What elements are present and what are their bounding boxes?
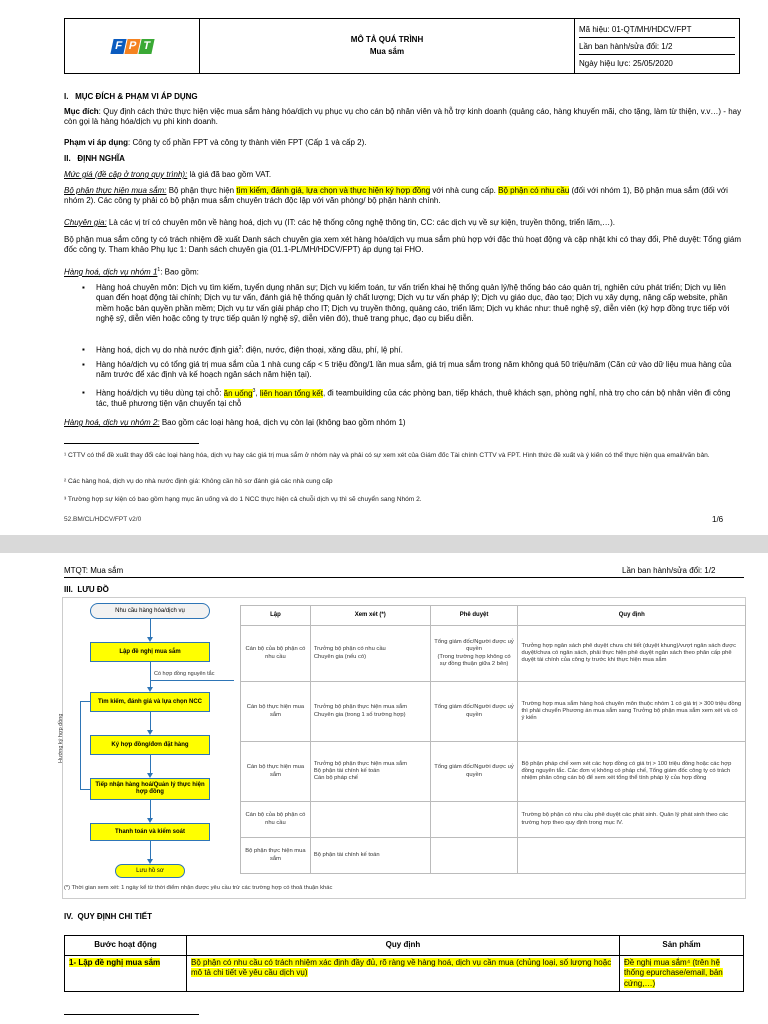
fpt-logo [65, 19, 200, 74]
detail-product: Đề nghị mua sắm⁴ (trên hệ thống epurchase/email, bản cứng,…) [624, 958, 723, 988]
definition-unit-text-b: với nhà cung cấp. [430, 186, 499, 195]
purpose-text: : Quy định cách thức thực hiện việc mua sắm hàng hóa/dịch vụ phục vụ cho cán bộ nhân viên và hỗ trợ kinh doanh (quảng cáo, hàng khuyến mãi, cho tặng, làm từ thiện, v.v…) - hay còn gọi là hàng hóa/dịch vụ phi kinh doanh. [64, 107, 742, 127]
grid-cell: Bộ phận pháp chế xem xét các hợp đồng có giá trị > 100 triệu đồng hoặc các hợp đồng nguyên tắc. Các đơn vị không có pháp chế, Tổng giám đốc công ty có trách nhiệm phân công cán bộ để xem xét tổng thể tính pháp lý của hợp đồng [518, 742, 746, 802]
running-header-left: MTQT: Mua sắm [64, 566, 124, 575]
grid-row [241, 682, 746, 742]
detail-product-cell [620, 956, 744, 992]
flow-connector [150, 712, 151, 732]
bullet-consumption-b: , [255, 388, 260, 398]
bullet-state-priced-b: : điện, nước, điện thoại, xăng dầu, phí, lệ phí. [241, 345, 403, 355]
group-2-text: Bao gồm các loại hàng hoá, dịch vụ còn lại (không bao gồm nhóm 1) [159, 418, 406, 427]
footnote-2: ² Các hàng hoá, dịch vụ do nhà nước định giá: Không cần hồ sơ đánh giá các nhà cung cấp [64, 478, 333, 485]
definition-price-label: Mức giá (đề cập ở trong quy trình): [64, 170, 188, 179]
section-1-heading: I. MỤC ĐÍCH & PHẠM VI ÁP DỤNG [64, 92, 198, 101]
bullet-professional-goods: ▪ Hàng hoá chuyên môn: Dịch vụ tìm kiếm, tuyển dụng nhân sự; Dịch vụ kiểm toán, tư vấn triển khai hệ thống quản lý/hệ thống báo cáo quản trị, nghiên cứu phát triển; Dịch vụ liên quan đến hoạt động tài chính; Dịch vụ tư vấn, đánh giá hệ thống quản lý chất lượng; Dịch vụ tư vấn pháp lý; Dịch vụ giáo dục, đào tạo; Dịch vụ xây dựng, nâng cấp website, phần mềm hoặc bản quyền phần mềm; Dịch vụ tư vấn giải pháp cho IT; Dịch vụ truyền thông, quảng cáo, triển lãm; Dịch vụ khác như: thuê nghệ sỹ, diễn viên (ký hợp đồng trực tiếp với nghệ sỹ, diễn viên hoặc công ty trực tiếp quản lý nghệ sỹ, diễn viên đó), thuê trang phục, đạo cụ biểu diễn. [96, 283, 744, 325]
scope-paragraph [64, 138, 744, 148]
grid-header-prepare: Lập [241, 606, 311, 626]
doc-code: Mã hiệu: 01-QT/MH/HDCV/FPT [579, 21, 735, 38]
grid-row [241, 838, 746, 874]
group-2-label: Hàng hoá, dịch vụ nhóm 2: [64, 418, 160, 427]
section-3-heading: III. LƯU ĐỒ [64, 585, 109, 594]
flow-step-select-label: Tìm kiếm, đánh giá và lựa chọn NCC [97, 698, 203, 705]
highlight-year-end-party: liên hoan tổng kết [259, 388, 323, 398]
grid-header-approve: Phê duyệt [430, 606, 518, 626]
grid-cell [430, 802, 518, 838]
grid-cell: Cán bộ thực hiện mua sắm [241, 742, 311, 802]
footnote-separator-2 [64, 1014, 199, 1015]
grid-cell: Bộ phận thực hiện mua sắm [241, 838, 311, 874]
flow-connector [80, 789, 90, 790]
running-header-rule [64, 577, 744, 578]
grid-cell: Trưởng bộ phận có nhu cầu Chuyên gia (nếu có) [310, 626, 430, 682]
grid-cell: Cán bộ thực hiện mua sắm [241, 682, 311, 742]
bullet-state-priced-a: Hàng hoá, dịch vụ do nhà nước định giá [96, 345, 239, 355]
definition-unit-text-a: Bộ phận thực hiện [166, 186, 237, 195]
group-1-label: Hàng hoá, dịch vụ nhóm 1 [64, 267, 158, 277]
group-1-footnote-ref: 1 [157, 267, 161, 273]
highlight-dining: ăn uống [223, 388, 253, 398]
table-row [65, 956, 744, 992]
detail-rule-cell [187, 956, 620, 992]
bullet-state-priced [96, 345, 744, 356]
title-line-1: MÔ TẢ QUÁ TRÌNH [350, 35, 424, 44]
definition-purchasing-unit [64, 186, 744, 207]
bullet-consumption-a: Hàng hoá/dịch vụ tiêu dùng tại chỗ: [96, 388, 224, 398]
highlight-supplier-tasks: tìm kiếm, đánh giá, lựa chọn và thực hiện ký hợp đồng [236, 186, 431, 195]
definition-group-2 [64, 418, 744, 428]
flow-side-label: Hướng ký hợp đồng [58, 713, 64, 763]
doc-effective-date: Ngày hiệu lực: 25/05/2020 [579, 58, 673, 68]
grid-cell: Tổng giám đốc/Người được uỷ quyền [430, 682, 518, 742]
grid-cell: Trường hợp mua sắm hàng hoá chuyên môn thuộc nhóm 1 có giá trị > 300 triệu đồng thì phải chuyển Phương án mua sắm sang Trưởng bộ phận mua sắm xem xét và có ý kiến [518, 682, 746, 742]
grid-cell: Tổng giám đốc/Người được uỷ quyền [430, 742, 518, 802]
flow-loop-line [80, 701, 81, 789]
section-4-heading: IV. QUY ĐỊNH CHI TIẾT [64, 912, 153, 921]
scope-label: Phạm vi áp dụng [64, 138, 129, 147]
logo-letter-t: T [138, 39, 154, 54]
grid-row [241, 626, 746, 682]
flow-connector [150, 680, 234, 681]
running-header-right: Lần ban hành/sửa đổi: 1/2 [622, 566, 716, 575]
page-gap [0, 535, 768, 553]
grid-row [241, 802, 746, 838]
flow-step-request-label: Lập đề nghị mua sắm [119, 648, 181, 655]
doc-edition: Lần ban hành/sửa đổi: 1/2 [579, 38, 735, 55]
logo-letter-f: F [110, 39, 126, 54]
detail-header-rule: Quy định [187, 936, 620, 956]
definition-group-1 [64, 267, 744, 278]
grid-header-review: Xem xét (*) [310, 606, 430, 626]
grid-cell [310, 802, 430, 838]
bullet-low-value: ▪ Hàng hóa/dịch vụ có tổng giá trị mua sắm của 1 nhà cung cấp < 5 triệu đồng/1 lần mua sắm, giá trị mua sắm trong năm không quá 50 triệu/năm (Căn cứ vào dữ liệu mua hàng của năm trước để xác định và kế hoạch ngân sách năm hiện tại). [96, 360, 744, 381]
grid-cell: Cán bộ của bộ phận có nhu cầu [241, 626, 311, 682]
flow-step-contract-label: Ký hợp đồng/đơn đặt hàng [111, 741, 189, 748]
detail-header-product: Sản phẩm [620, 936, 744, 956]
purpose-label: Mục đích [64, 107, 99, 116]
scope-text: : Công ty cổ phần FPT và công ty thành viên FPT (Cấp 1 và cấp 2). [128, 138, 367, 147]
detail-table [64, 935, 744, 992]
flow-connector [150, 800, 151, 820]
definition-price [64, 170, 744, 180]
flow-step-request [90, 642, 210, 662]
expert-list-paragraph: Bộ phận mua sắm công ty có trách nhiệm đề xuất Danh sách chuyên gia xem xét hàng hóa/dịch vụ mua sắm phù hợp với đặc thù hoạt động và cập nhật khi có thay đổi, Phê duyệt: Tổng giám đốc công ty. Tham khảo Phụ lục 1: Danh sách chuyên gia (01.1-PL/MH/HDCV/FPT) áp dụng tại FHO. [64, 235, 741, 255]
flow-step-payment [90, 823, 210, 841]
grid-cell: Trưởng hợp ngân sách phê duyệt chưa chi tiết (duyệt khung)/vượt ngân sách được duyệt/chưa có ngân sách, phải thực hiện phê duyệt ngân sách theo phân cấp phê duyệt tài chính của công ty trước khi thực hiện mua sắm [518, 626, 746, 682]
definition-expert [64, 218, 744, 228]
flow-step-payment-label: Thanh toán và kiểm soát [114, 828, 186, 835]
flow-end [115, 864, 185, 878]
flow-start [90, 603, 210, 619]
flow-start-label: Nhu cầu hàng hóa/dịch vụ [115, 607, 185, 614]
definition-expert-text: Là các vị trí có chuyên môn về hàng hoá, dịch vụ (IT: các hệ thống công nghệ thông tin, CC: các dịch vụ về sự kiện, truyền thông, triển lãm,…). [106, 218, 615, 227]
purpose-paragraph [64, 107, 744, 128]
logo-letter-p: P [124, 39, 140, 54]
group-1-text: : Bao gồm: [160, 267, 199, 277]
grid-cell: Cán bộ của bộ phận có nhu cầu [241, 802, 311, 838]
grid-header-rule: Quy định [518, 606, 746, 626]
detail-step-cell [65, 956, 187, 992]
grid-cell: Tổng giám đốc/Người được uỷ quyền (Trong trường hợp không có sự đồng thuận giữa 2 bên) [430, 626, 518, 682]
document-title [200, 19, 575, 74]
responsibility-grid [240, 605, 746, 874]
document-header-table [64, 18, 740, 74]
footnote-1: ¹ CTTV có thể đề xuất thay đổi các loại hàng hóa, dịch vụ hay các giá trị mua sắm ở nhóm này và phải có sự xem xét của Giám đốc Tài chính CTTV và FPT. Hình thức đề xuất và ý kiến có thể thực hiện qua email/văn bản. [64, 452, 710, 459]
footnote-separator [64, 443, 199, 444]
page-number: 1/6 [712, 515, 724, 524]
flow-note: (*) Thời gian xem xét: 1 ngày kể từ thời điểm nhận được yêu cầu trừ các trường hợp có thoả thuận khác [64, 885, 333, 891]
definition-expert-label: Chuyên gia: [64, 218, 107, 227]
section-2-heading: II. ĐỊNH NGHĨA [64, 154, 125, 163]
flow-connector [150, 755, 151, 775]
bullet-consumption-c: , đi teambuilding của các phòng ban, tiếp khách, thuê khách sạn, phòng nghỉ, nhà trọ cho cán bộ nhân viên đi công tác, thuê phương tiện vận chuyển tại chỗ [96, 388, 731, 409]
footnote-ref-2: 2 [238, 345, 242, 351]
footnote-ref-3: 3 [252, 388, 256, 394]
flow-branch-label: Có hợp đồng nguyên tắc [154, 671, 215, 677]
document-meta [575, 19, 740, 74]
grid-cell: Trường bộ phận có nhu cầu phê duyệt các phát sinh. Quản lý phát sinh theo các trường hợp theo quy định trong mục IV. [518, 802, 746, 838]
flow-connector [150, 619, 151, 639]
flow-connector [80, 701, 90, 702]
detail-step: 1- Lập đề nghị mua sắm [69, 958, 161, 967]
grid-cell [430, 838, 518, 874]
definition-price-text: là giá đã bao gồm VAT. [187, 170, 272, 179]
flow-step-receive [90, 778, 210, 800]
definition-unit-text-c: (đối với nhóm 1), Bộ phận mua sắm (đối với nhóm 2). Các công ty phải có bộ phận mua sắm chuyên trách độc lập với văn phòng/ bộ phận hành chính. [64, 186, 728, 206]
flow-step-receive-label: Tiếp nhận hàng hoá/Quản lý thực hiện hợp đồng [95, 782, 205, 795]
detail-rule: Bộ phận có nhu cầu có trách nhiệm xác định đầy đủ, rõ ràng về hàng hoá, dịch vụ cần mua (chủng loại, số lượng hoặc mô tả chi tiết về yêu cầu dịch vụ) [191, 958, 612, 978]
flow-step-contract [90, 735, 210, 755]
detail-header-step: Bước hoạt động [65, 936, 187, 956]
definition-unit-label: Bộ phận thực hiện mua sắm: [64, 186, 167, 195]
grid-row [241, 742, 746, 802]
title-line-2: Mua sắm [369, 47, 405, 56]
flow-step-select-supplier [90, 692, 210, 712]
grid-cell: Bộ phận tài chính kế toán [310, 838, 430, 874]
grid-cell: Trưởng bộ phận thực hiện mua sắm Chuyên gia (trong 1 số trường hợp) [310, 682, 430, 742]
grid-cell: Trưởng bộ phận thực hiện mua sắm Bộ phận tài chính kế toán Cán bộ pháp chế [310, 742, 430, 802]
flow-connector [150, 841, 151, 861]
flow-connector [150, 662, 151, 680]
bullet-on-site-consumption [96, 388, 744, 409]
footnote-3: ³ Trường hợp sự kiện có bao gồm hạng mục ăn uống và do 1 NCC thực hiện cả chuỗi dịch vụ thì sẽ chuyển sang Nhóm 2. [64, 496, 422, 503]
highlight-requesting-unit: Bộ phận có nhu cầu [498, 186, 570, 195]
grid-cell [518, 838, 746, 874]
form-code: 52.BM/CL/HDCV/FPT v2/0 [64, 516, 142, 523]
flow-end-label: Lưu hồ sơ [136, 867, 164, 874]
